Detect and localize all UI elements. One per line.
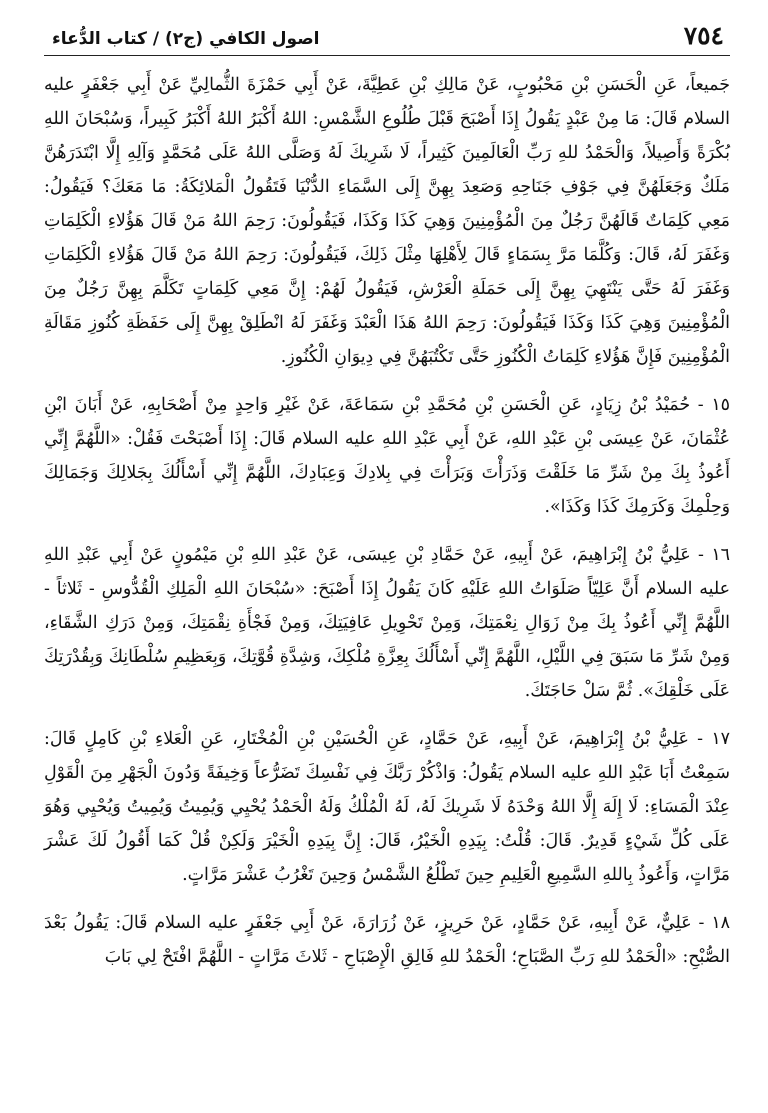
hadith-16: ١٦ - عَلِيُّ بْنُ إِبْرَاهِيمَ، عَنْ أَبِيهِ، عَنْ حَمَّادِ بْنِ عِيسَى، عَنْ عَبْدِ اللهِ بْنِ مَيْمُونٍ عَنْ أَبِي عَبْدِ اللهِ عليه السلام أَنَّ عَلِيّاً صَلَوَاتُ اللهِ عَلَيْهِ كَانَ يَقُولُ إِذَا أَصْبَحَ: «سُبْحَانَ اللهِ الْمَلِكِ الْقُدُّوسِ - ثَلاثاً - اللَّهُمَّ إِنِّي أَعُوذُ بِكَ مِنْ زَوَالِ نِعْمَتِكَ، وَمِنْ تَحْوِيلِ عَافِيَتِكَ، وَمِنْ فَجْأَةِ نِقْمَتِكَ، وَمِنْ دَرَكِ الشَّقَاءِ، وَمِنْ شَرِّ مَا سَبَقَ فِي اللَّيْلِ، اللَّهُمَّ إِنِّي أَسْأَلُكَ بِعِزَّةِ مُلْكِكَ، وَشِدَّةِ قُوَّتِكَ، وَبِعَظِيمِ سُلْطَانِكَ وَبِقُدْرَتِكَ عَلَى خَلْقِكَ». ثُمَّ سَلْ حَاجَتَكَ. [44,545,730,701]
running-header [44,22,730,56]
hadith-18: ١٨ - عَلِيٌّ، عَنْ أَبِيهِ، عَنْ حَمَّادٍ، عَنْ حَرِيزٍ، عَنْ زُرَارَةَ، عَنْ أَبِي جَعْفَرٍ عليه السلام قَالَ: يَقُولُ بَعْدَ الصُّبْحِ: «الْحَمْدُ للهِ رَبِّ الصَّبَاحِ؛ الْحَمْدُ للهِ فَالِقِ الْإِصْبَاحِ - ثَلاثَ مَرَّاتٍ - اللَّهُمَّ افْتَحْ لِي بَابَ [44,913,730,967]
hadith-17: ١٧ - عَلِيُّ بْنُ إِبْرَاهِيمَ، عَنْ أَبِيهِ، عَنْ حَمَّادٍ، عَنِ الْحُسَيْنِ بْنِ الْمُخْتَارِ، عَنِ الْعَلاءِ بْنِ كَامِلٍ قَالَ: سَمِعْتُ أَبَا عَبْدِ اللهِ عليه السلام يَقُولُ: وَاذْكُرْ رَبَّكَ فِي نَفْسِكَ تَضَرُّعاً وَخِيفَةً وَدُونَ الْجَهْرِ مِنَ الْقَوْلِ عِنْدَ الْمَسَاءِ: لَا إِلَهَ إِلَّا اللهُ وَحْدَهُ لَا شَرِيكَ لَهُ، لَهُ الْمُلْكُ وَلَهُ الْحَمْدُ يُحْيِي وَيُمِيتُ وَيُمِيتُ وَيُحْيِي وَهُوَ عَلَى كُلِّ شَيْءٍ قَدِيرٌ. قَالَ: قُلْتُ: بِيَدِهِ الْخَيْرُ، قَالَ: إِنَّ بِيَدِهِ الْخَيْرَ وَلَكِنْ قُلْ كَمَا أَقُولُ لَكَ عَشْرَ مَرَّاتٍ، وَأَعُوذُ بِاللهِ السَّمِيعِ الْعَلِيمِ حِينَ تَطْلُعُ الشَّمْسُ وَحِينَ تَغْرُبُ عَشْرَ مَرَّاتٍ. [44,729,730,885]
paragraph-continuation: جَميعاً، عَنِ الْحَسَنِ بْنِ مَحْبُوبٍ، عَنْ مَالِكِ بْنِ عَطِيَّةَ، عَنْ أَبِي حَمْزَةَ الثُّمالِيِّ عَنْ أَبِي جَعْفَرٍ عليه السلام قَالَ: مَا مِنْ عَبْدٍ يَقُولُ إِذَا أَصْبَحَ قَبْلَ طُلُوعِ الشَّمْسِ: اللهُ أَكْبَرُ اللهُ أَكْبَرُ كَبِيراً، وَسُبْحَانَ اللهِ بُكْرَةً وَأَصِيلاً، وَالْحَمْدُ للهِ رَبِّ الْعَالَمِينَ كَثِيراً، لَا شَرِيكَ لَهُ وَصَلَّى اللهُ عَلَى مُحَمَّدٍ وَآلِهِ إِلَّا ابْتَدَرَهُنَّ مَلَكٌ وَجَعَلَهُنَّ فِي جَوْفِ جَنَاحِهِ وَصَعِدَ بِهِنَّ إِلَى السَّمَاءِ الدُّنْيَا فَتَقُولُ الْمَلائِكَةُ: مَا مَعَكَ؟ فَيَقُولُ: مَعِي كَلِمَاتٌ قَالَهُنَّ رَجُلٌ مِنَ الْمُؤْمِنِينَ وَهِيَ كَذَا وَكَذَا، فَيَقُولُونَ: رَحِمَ اللهُ مَنْ قَالَ هَؤُلاءِ الْكَلِمَاتِ وَغَفَرَ لَهُ، قَالَ: وَكُلَّمَا مَرَّ بِسَمَاءٍ قَالَ لِأَهْلِهَا مِثْلَ ذَلِكَ، فَيَقُولُونَ: رَحِمَ اللهُ مَنْ قَالَ هَؤُلاءِ الْكَلِمَاتِ وَغَفَرَ لَهُ حَتَّى يَنْتَهِيَ بِهِنَّ إِلَى حَمَلَةِ الْعَرْشِ، فَيَقُولُ لَهُمْ: إِنَّ مَعِي كَلِمَاتٍ تَكَلَّمَ بِهِنَّ رَجُلٌ مِنَ الْمُؤْمِنِينَ وَهِيَ كَذَا وَكَذَا فَيَقُولُونَ: رَحِمَ اللهُ هَذَا الْعَبْدَ وَغَفَرَ لَهُ انْطَلِقْ بِهِنَّ إِلَى حَفَظَةِ كُنُوزِ مَقَالَةِ الْمُؤْمِنِينَ فَإِنَّ هَؤُلاءِ كَلِمَاتُ الْكُنُوزِ حَتَّى تَكْتُبَهُنَّ فِي دِيوَانِ الْكُنُوزِ. [44,75,730,367]
book-title: اصول الكافي (ج٢) / كتاب الدُّعاء [52,29,320,49]
page-number: ٧٥٤ [683,21,724,50]
hadith-15: ١٥ - حُمَيْدُ بْنُ زِيَادٍ، عَنِ الْحَسَنِ بْنِ مُحَمَّدِ بْنِ سَمَاعَةَ، عَنْ غَيْرِ وَاحِدٍ مِنْ أَصْحَابِهِ، عَنْ أَبَانَ ابْنِ عُثْمَانَ، عَنْ عِيسَى بْنِ عَبْدِ اللهِ، عَنْ أَبِي عَبْدِ اللهِ عليه السلام قَالَ: إِذَا أَصْبَحْتَ فَقُلْ: «اللَّهُمَّ إِنِّي أَعُوذُ بِكَ مِنْ شَرِّ مَا خَلَقْتَ وَذَرَأْتَ وَبَرَأْتَ فِي بِلادِكَ وَعِبَادِكَ، اللَّهُمَّ إِنِّي أَسْأَلُكَ بِجَلالِكَ وَجَمَالِكَ وَحِلْمِكَ وَكَرَمِكَ كَذَا وَكَذَا». [44,395,730,517]
body-text [44,68,730,974]
